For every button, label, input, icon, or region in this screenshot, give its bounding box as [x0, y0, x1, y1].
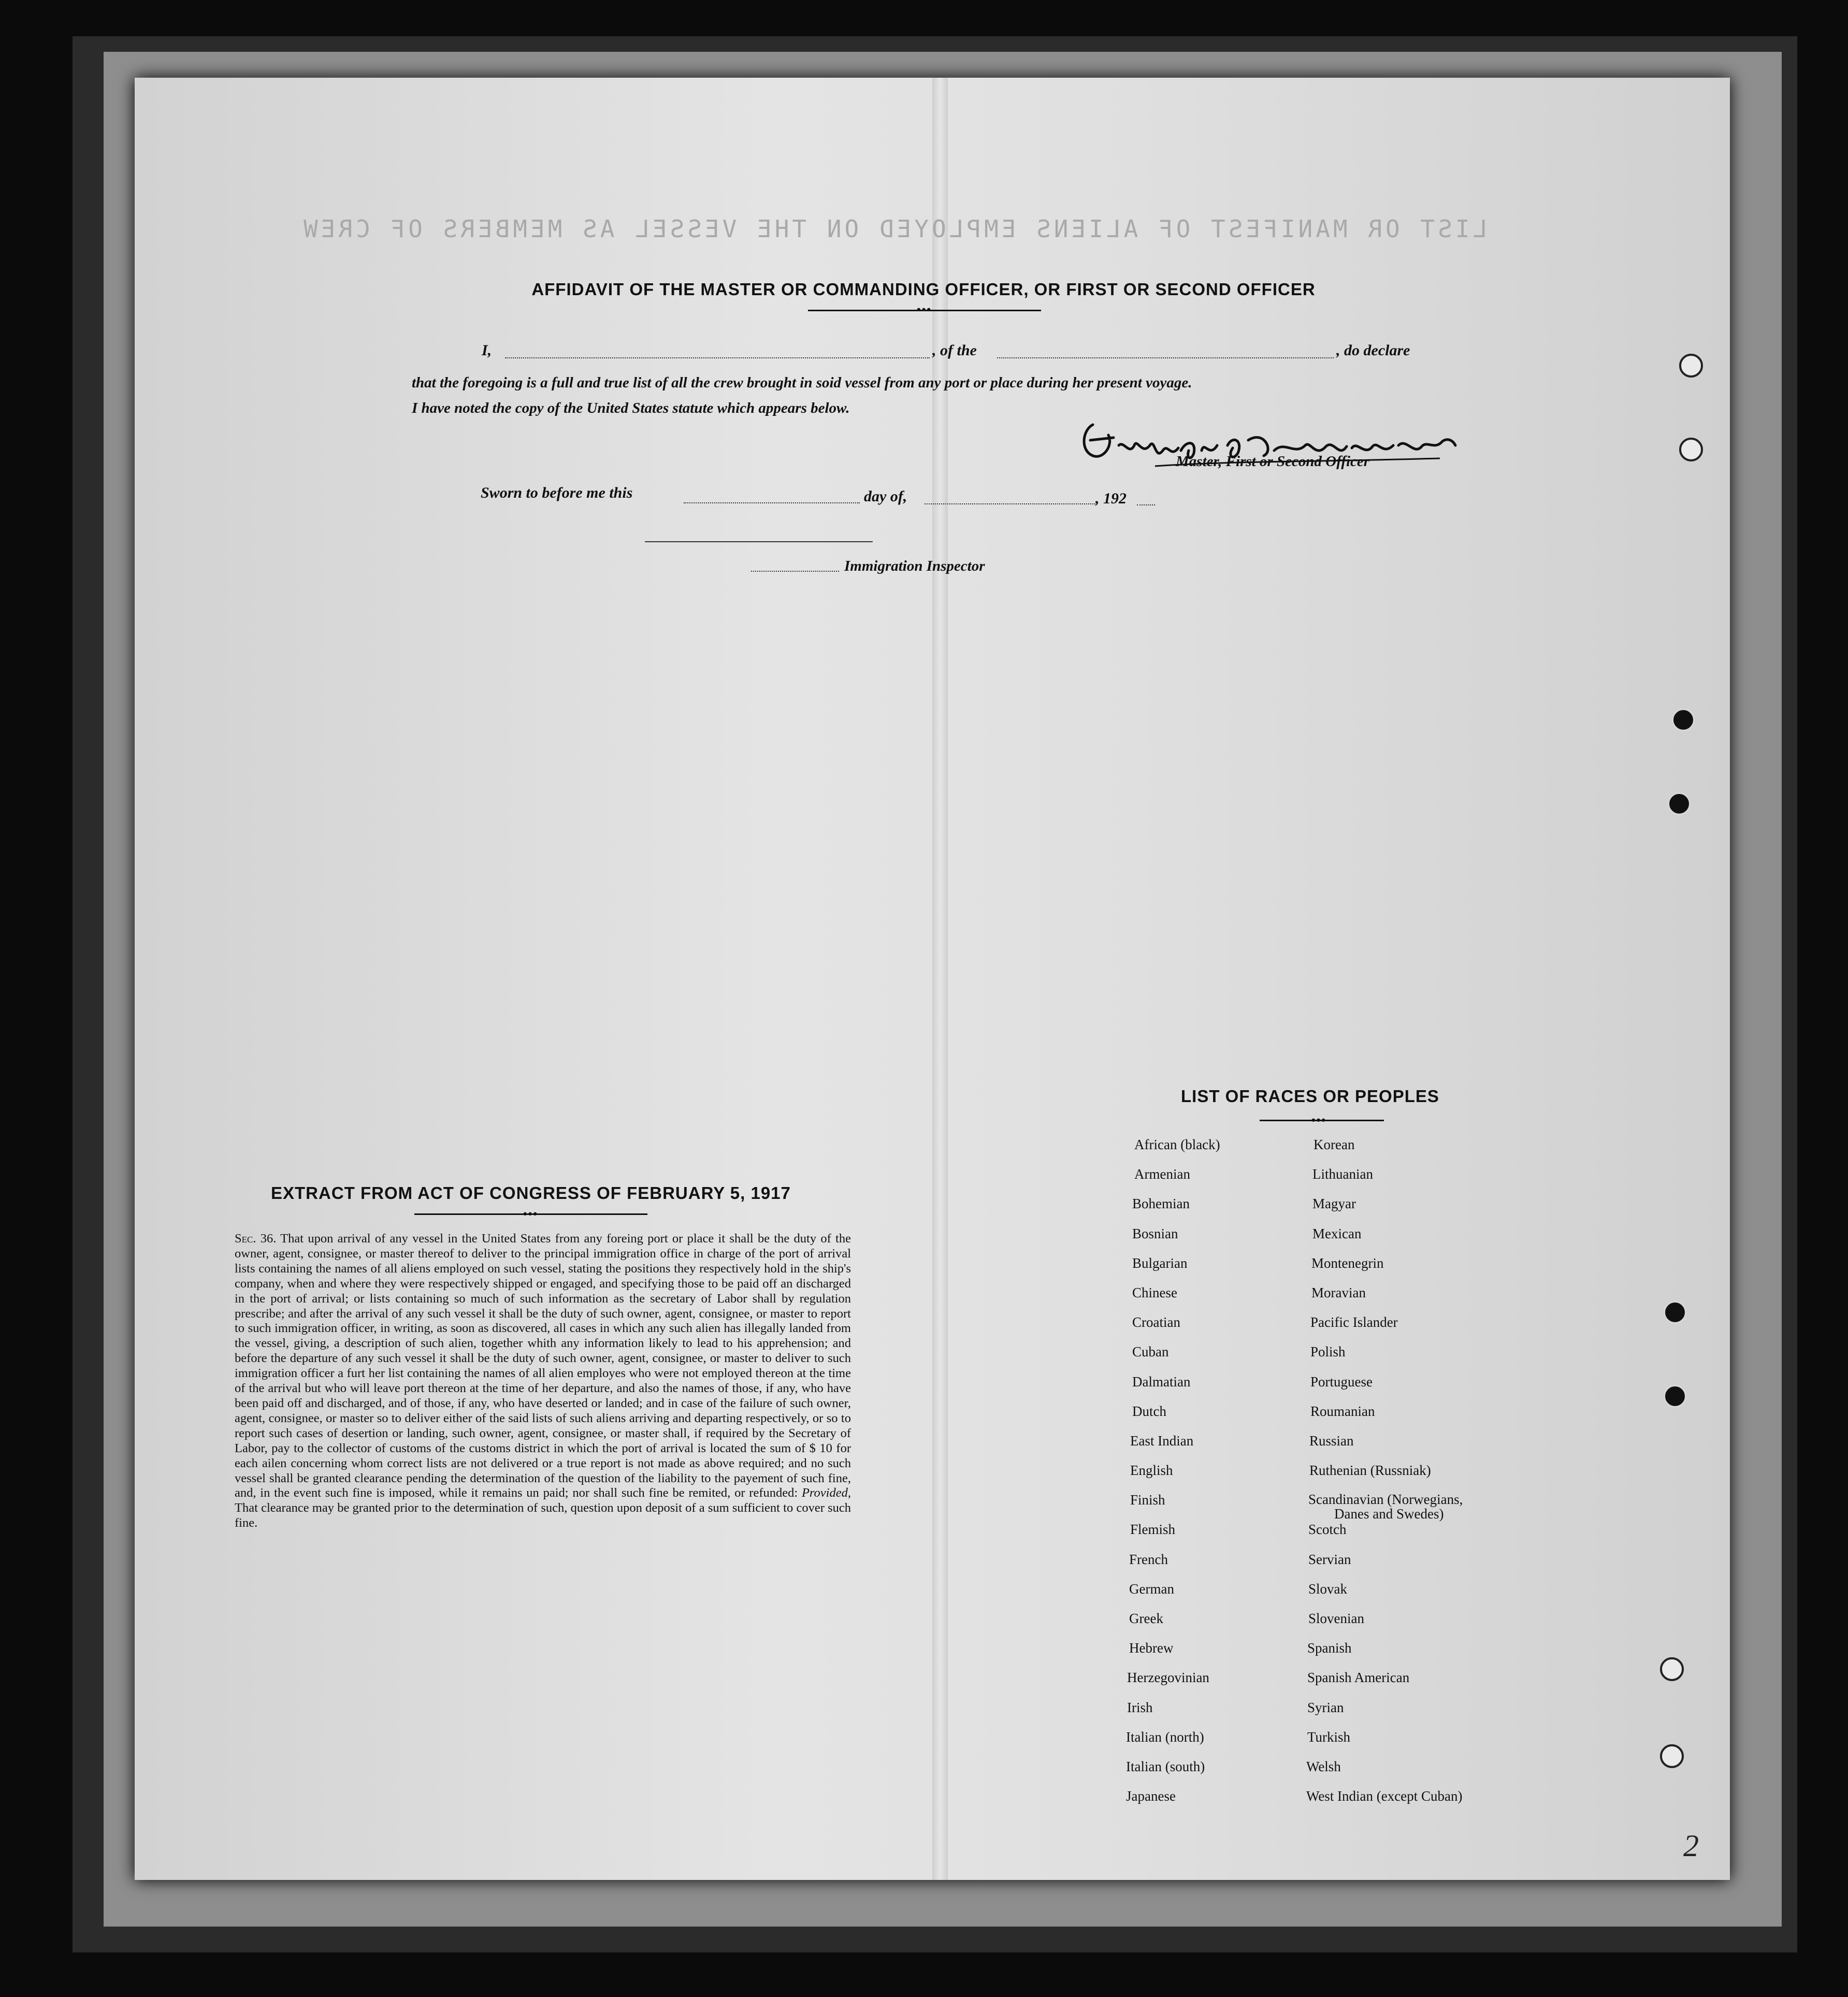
- race-item: Irish: [1127, 1699, 1153, 1715]
- race-item: Dutch: [1132, 1403, 1166, 1419]
- affidavit-statement-line: that the foregoing is a full and true list of all the crew brought in soid vessel from any port or place during her present voyage.: [412, 374, 1192, 391]
- race-item: Turkish: [1307, 1729, 1351, 1745]
- affidavit-title-ornament: •••: [917, 303, 932, 316]
- sworn-year-line[interactable]: [1137, 504, 1155, 505]
- race-item: Montenegrin: [1311, 1255, 1384, 1271]
- race-item-line: Danes and Swedes): [1334, 1506, 1444, 1522]
- page-number: 2: [1683, 1829, 1699, 1863]
- vessel-name-line[interactable]: [997, 357, 1334, 358]
- race-item: Bosnian: [1132, 1225, 1178, 1241]
- race-item: Japanese: [1126, 1788, 1176, 1804]
- affidavit-of-the-label: , of the: [932, 342, 977, 359]
- race-item: Mexican: [1312, 1225, 1362, 1241]
- race-item: Herzegovinian: [1127, 1670, 1209, 1686]
- race-item: Italian (north): [1126, 1729, 1204, 1745]
- affidavit-declare-label: , do declare: [1336, 342, 1410, 359]
- race-item: Flemish: [1130, 1522, 1176, 1538]
- race-item: Servian: [1308, 1551, 1351, 1567]
- inspector-signature-line[interactable]: [645, 541, 873, 542]
- races-right-column: [1306, 1137, 1463, 1818]
- race-item: Roumanian: [1310, 1403, 1375, 1419]
- race-item: Croatian: [1132, 1314, 1180, 1330]
- extract-section-label: Sec. 36.: [235, 1232, 277, 1246]
- race-item: Bulgarian: [1132, 1255, 1188, 1271]
- binder-hole: [1672, 708, 1695, 731]
- race-item: West Indian (except Cuban): [1306, 1788, 1463, 1804]
- race-item: Chinese: [1132, 1284, 1177, 1300]
- race-item-line: Scandinavian (Norwegians,: [1308, 1492, 1463, 1508]
- race-item: African (black): [1134, 1137, 1220, 1152]
- race-item: Korean: [1313, 1137, 1355, 1152]
- race-item: Magyar: [1312, 1196, 1356, 1212]
- race-item: French: [1129, 1551, 1168, 1567]
- race-item: Dalmatian: [1132, 1373, 1191, 1390]
- binder-hole: [1679, 438, 1703, 461]
- affidavit-title: AFFIDAVIT OF THE MASTER OR COMMANDING OFFICER, OR FIRST OR SECOND OFFICER: [531, 280, 1316, 299]
- extract-body-end: That clearance may be granted prior to the determination of such, question upon deposit of a sum sufficient to cover such fine.: [235, 1501, 851, 1530]
- binder-hole: [1664, 1385, 1686, 1408]
- races-title: LIST OF RACES OR PEOPLES: [1181, 1087, 1439, 1106]
- race-item: Cuban: [1132, 1344, 1169, 1360]
- extract-title: EXTRACT FROM ACT OF CONGRESS OF FEBRUARY 5, 1917: [271, 1183, 791, 1203]
- inspector-dotted-lead: [751, 571, 839, 572]
- race-item: Polish: [1310, 1344, 1346, 1360]
- extract-provided-label: Provided,: [801, 1486, 851, 1500]
- binder-hole: [1660, 1744, 1684, 1768]
- race-item: Finish: [1130, 1492, 1165, 1508]
- affidavit-i-label: I,: [482, 342, 492, 359]
- race-item: Lithuanian: [1312, 1166, 1373, 1182]
- binder-hole: [1679, 354, 1703, 378]
- races-left-column: [1125, 1137, 1220, 1818]
- race-item: East Indian: [1130, 1432, 1194, 1449]
- race-item: Hebrew: [1129, 1640, 1174, 1656]
- extract-body-text: That upon arrival of any vessel in the United States from any foreing port or place it shall be the duty of the owner, agent, consignee, or master thereof to deliver to the principal immigration office in charge of the port of arrival lists containing the names of all aliens employed on such vessel, stating the positions they respectively hold in the ship's company, when and where they were respectively shipped or engaged, and specifying those to be paid off an discharged in the port of arrival; or lists containing so much of such information as the secretary of Labor shall by regulation prescribe; and after the arrival of any such vessel it shall be the duty of such owner, agent, consignee, or master to report to such immigration officer, in writing, as soon as discovered, all cases in which any such alien has illegally landed from the vessel, giving, a description of such alien, together whith any information likely to lead to his apprehension; and before the departure of any such vessel it shall be the duty of such owner, agent, consignee, or master to deliver to such immigration officer a furt her list containing the names of all alien employes who were not employed thereon at the time of the arrival but who will leave port thereon at the time of her departure, and also the names of those, if any, who have been paid off and discharged, and of those, if any, who have deserted or landed; and in case of the failure of such owner, agent, consignee, or master so to deliver either of the said lists of such aliens arriving and departing respectively, or so to report such cases of desertion or landing, such owner, agent, consignee, or master shall, if required by the Secretary of Labor, pay to the collector of customs of the customs district in which the port of arrival is located the sum of $ 10 for each ailen concerning whom correct lists are not delivered or a true report is not made as above required; and no such vessel shall be granted clearance pending the determination of the question of the liability to the payement of such fine, and, in the event such fine is imposed, while it remains un paid; nor shall such fine be remited, or refunded:: [235, 1232, 851, 1500]
- race-item: Pacific Islander: [1310, 1314, 1398, 1330]
- race-item: Armenian: [1134, 1166, 1190, 1182]
- race-item: Syrian: [1307, 1699, 1344, 1715]
- race-item: Portuguese: [1310, 1373, 1373, 1390]
- binder-hole: [1668, 792, 1691, 815]
- race-item: Greek: [1129, 1611, 1163, 1626]
- signer-caption: Master, First or Second Officer: [1176, 453, 1370, 470]
- race-item: Scotch: [1308, 1522, 1347, 1538]
- race-item: Welsh: [1306, 1758, 1341, 1774]
- binder-hole: [1660, 1657, 1684, 1681]
- sworn-label: Sworn to before me this: [481, 484, 633, 501]
- year-label: , 192: [1095, 490, 1127, 507]
- race-item: Bohemian: [1132, 1196, 1190, 1212]
- race-item-scandinavian: [1306, 1492, 1463, 1522]
- affidavit-statute-line: I have noted the copy of the United States statute which appears below.: [412, 400, 850, 416]
- extract-title-ornament: •••: [523, 1207, 539, 1220]
- race-item: Spanish: [1307, 1640, 1352, 1656]
- day-of-label: day of,: [864, 488, 907, 505]
- race-item: Slovenian: [1308, 1611, 1364, 1626]
- extract-text: [235, 1232, 851, 1531]
- race-item: English: [1130, 1463, 1173, 1479]
- sworn-day-line[interactable]: [684, 502, 860, 503]
- inspector-caption: Immigration Inspector: [844, 558, 985, 574]
- race-item: Spanish American: [1307, 1670, 1410, 1686]
- master-name-line[interactable]: [505, 357, 930, 358]
- race-item: German: [1129, 1581, 1174, 1597]
- race-item: Slovak: [1308, 1581, 1348, 1597]
- race-item: Italian (south): [1126, 1758, 1205, 1774]
- race-item: Russian: [1309, 1432, 1354, 1449]
- binder-hole: [1664, 1301, 1686, 1324]
- race-item: Moravian: [1311, 1284, 1366, 1300]
- bleed-through-title: LIST OR MANIFEST OF ALIENS EMPLOYED ON THE VESSEL AS MEMBERS OF CREW: [300, 215, 1488, 243]
- race-item: Ruthenian (Russniak): [1309, 1463, 1431, 1479]
- races-title-ornament: •••: [1311, 1113, 1327, 1126]
- sworn-month-line[interactable]: [925, 503, 1095, 504]
